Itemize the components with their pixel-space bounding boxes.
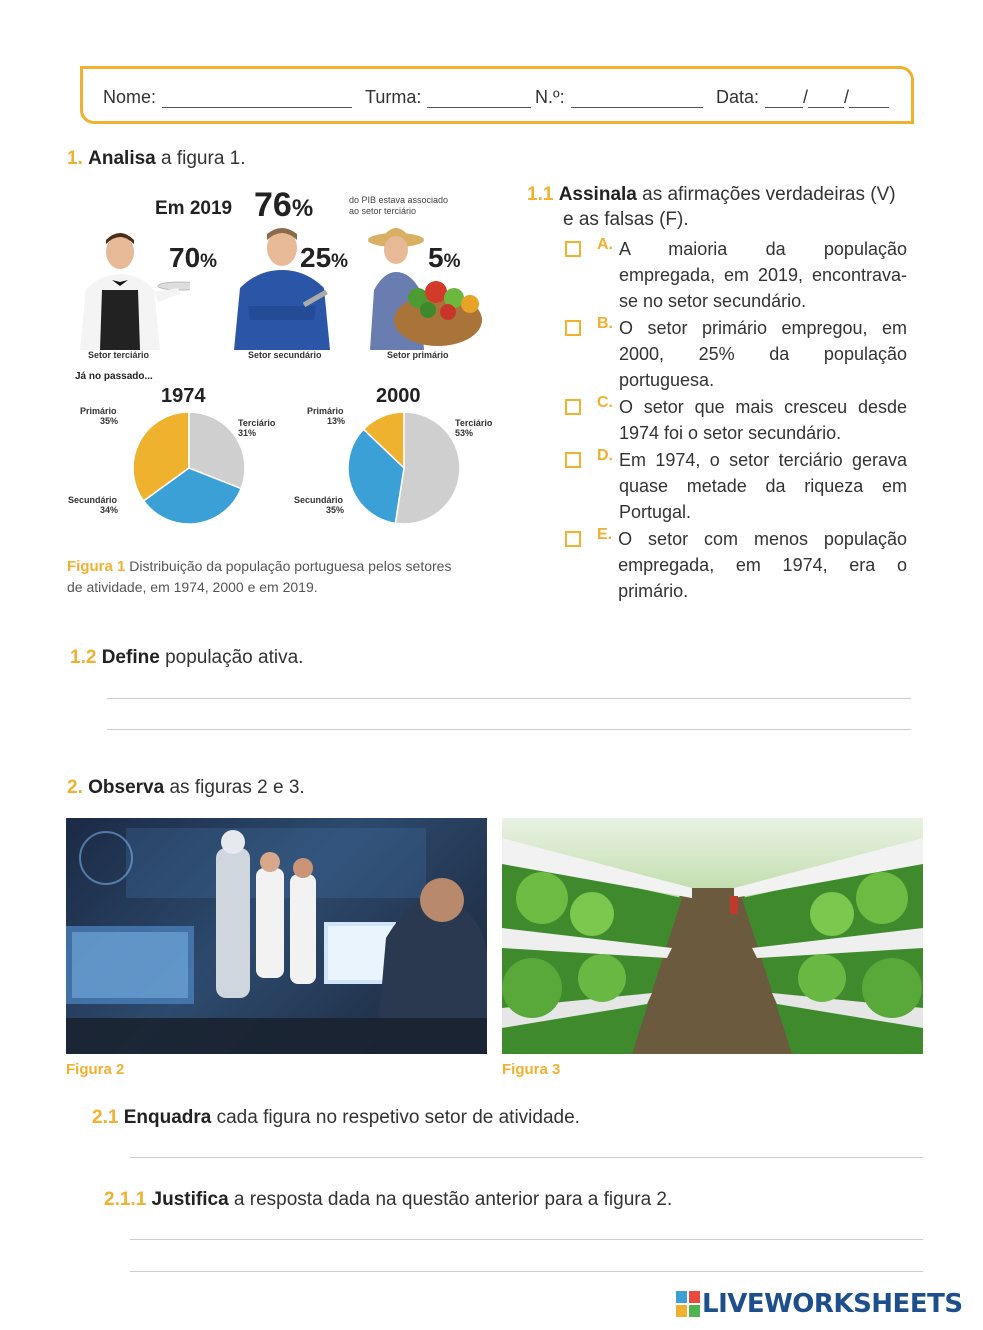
option-e: [565, 526, 907, 604]
student-info-header: [80, 66, 914, 124]
pie-2000-secondary-label: [294, 495, 344, 515]
pie-2000-tertiary-label: [455, 418, 492, 438]
pie-1974-primary-label: [80, 406, 118, 426]
answer-line[interactable]: [107, 729, 911, 730]
answer-line[interactable]: [107, 698, 911, 699]
question-verb: Enquadra: [123, 1107, 212, 1128]
date-separator: /: [803, 87, 809, 107]
pie-2000-primary-label: [307, 406, 345, 426]
question-text: a resposta dada na questão anterior para a figura 2.: [233, 1189, 673, 1210]
secondary-value: 25: [300, 242, 332, 273]
figure-1-caption: [67, 556, 507, 598]
number-field[interactable]: [535, 87, 703, 108]
caption-text: Distribuição da população portuguesa pelos setores: [129, 558, 452, 574]
question-1-1: [527, 182, 907, 232]
category-label: Primário: [80, 406, 117, 416]
question-number: 1.1: [527, 184, 554, 205]
date-year-line: [849, 91, 889, 108]
gdp-note-line: ao setor terciário: [349, 206, 417, 216]
date-separator: /: [844, 87, 850, 107]
pie-1974-secondary-label: [68, 495, 118, 515]
class-line: [427, 91, 531, 108]
gdp-note-line: do PIB estava associado: [349, 195, 449, 205]
category-label: Secundário: [294, 495, 344, 505]
question-verb: Define: [101, 647, 160, 668]
greenhouse-scene-graphic: [502, 818, 923, 1054]
percent-sign: %: [200, 251, 218, 272]
date-label: Data:: [716, 87, 760, 107]
category-label: Primário: [307, 406, 344, 416]
checkbox[interactable]: [565, 399, 581, 415]
pie-chart-2000: [347, 411, 461, 525]
category-label: Secundário: [68, 495, 118, 505]
value-label: 53%: [455, 428, 474, 438]
question-2-1: [92, 1107, 580, 1129]
option-letter: C.: [597, 394, 613, 411]
name-label: Nome:: [103, 87, 157, 107]
option-text: O setor primário empregou, em 2000, 25% da população portuguesa.: [619, 318, 907, 390]
option-letter: E.: [597, 526, 613, 543]
option-text: O setor com menos população empregada, em 1974, era o primário.: [618, 529, 907, 601]
category-label: Terciário: [238, 418, 276, 428]
category-label: Terciário: [455, 418, 493, 428]
question-2-1-1: [104, 1189, 672, 1211]
value-label: 34%: [100, 505, 119, 515]
checkbox[interactable]: [565, 531, 581, 547]
true-false-options: [565, 236, 907, 604]
question-number: 2.: [67, 777, 83, 798]
figure-2-label: Figura 2: [66, 1061, 125, 1078]
number-line: [571, 91, 703, 108]
gdp-percentage: [254, 186, 313, 225]
value-label: 35%: [326, 505, 345, 515]
figure-label: Figura 1: [67, 558, 126, 575]
checkbox[interactable]: [565, 241, 581, 257]
date-day-line: [765, 91, 803, 108]
option-letter: A.: [597, 236, 613, 253]
liveworksheets-logo[interactable]: [676, 1289, 963, 1319]
question-2: [67, 777, 305, 799]
checkbox[interactable]: [565, 452, 581, 468]
answer-line[interactable]: [130, 1239, 923, 1240]
liveworksheets-icon: [676, 1289, 700, 1319]
value-label: 35%: [100, 416, 119, 426]
figure-2-photo: [66, 818, 487, 1054]
question-verb: Justifica: [151, 1189, 229, 1210]
question-number: 2.1.1: [104, 1189, 147, 1210]
primary-percentage: [428, 242, 460, 274]
sector-secondary-label: Setor secundário: [248, 350, 322, 360]
option-letter: B.: [597, 315, 613, 332]
question-text: a figura 1.: [161, 148, 246, 169]
question-verb: Analisa: [88, 148, 156, 169]
question-text: e as falsas (F).: [563, 209, 689, 230]
tertiary-percentage: [169, 242, 217, 274]
pie-2000-title: 2000: [376, 385, 421, 407]
gdp-value: 76: [254, 186, 292, 224]
percent-sign: %: [443, 251, 461, 272]
answer-line[interactable]: [130, 1271, 923, 1272]
question-number: 1.: [67, 148, 83, 169]
option-text: A maioria da população empregada, em 2019, encontrava-se no setor secundário.: [619, 239, 907, 311]
figure-3-photo: [502, 818, 923, 1054]
date-field[interactable]: [716, 87, 889, 108]
pie-chart-1974: [132, 411, 246, 525]
question-text: as figuras 2 e 3.: [169, 777, 305, 798]
year-2019-label: Em 2019: [155, 198, 233, 219]
option-c: [565, 394, 907, 446]
option-b: [565, 315, 907, 393]
question-number: 1.2: [70, 647, 97, 668]
question-1-2: [70, 647, 303, 669]
name-line: [162, 91, 352, 108]
past-label: Já no passado...: [75, 371, 153, 382]
question-verb: Observa: [88, 777, 165, 798]
primary-value: 5: [428, 242, 444, 273]
class-field[interactable]: [365, 87, 531, 108]
pie-1974-title: 1974: [161, 385, 206, 407]
question-1: [67, 148, 246, 170]
tertiary-value: 70: [169, 242, 201, 273]
option-a: [565, 236, 907, 314]
class-label: Turma:: [365, 87, 422, 107]
number-label: N.º:: [535, 87, 565, 107]
value-label: 13%: [327, 416, 346, 426]
lab-scene-graphic: [66, 818, 487, 1054]
value-label: 31%: [238, 428, 257, 438]
question-text: cada figura no respetivo setor de atividade.: [216, 1107, 580, 1128]
percent-sign: %: [291, 195, 314, 222]
gdp-note: [349, 195, 448, 217]
figure-3-label: Figura 3: [502, 1061, 561, 1078]
option-text: O setor que mais cresceu desde 1974 foi o setor secundário.: [619, 397, 907, 443]
option-text: Em 1974, o setor terciário gerava quase metade da riqueza em Portugal.: [619, 450, 907, 522]
checkbox[interactable]: [565, 320, 581, 336]
caption-text: de atividade, em 1974, 2000 e em 2019.: [67, 579, 318, 595]
question-verb: Assinala: [558, 184, 637, 205]
name-field[interactable]: [103, 87, 352, 108]
pie-slice-tercirio: [395, 412, 460, 524]
brand-text: LIVEWORKSHEETS: [702, 1289, 963, 1319]
percent-sign: %: [331, 251, 349, 272]
sector-tertiary-label: Setor terciário: [88, 350, 150, 360]
sector-primary-label: Setor primário: [387, 350, 449, 360]
answer-line[interactable]: [130, 1157, 923, 1158]
question-text: população ativa.: [165, 647, 304, 668]
pie-1974-tertiary-label: [238, 418, 275, 438]
question-text: as afirmações verdadeiras (V): [642, 184, 896, 205]
option-letter: D.: [597, 447, 613, 464]
date-month-line: [808, 91, 844, 108]
secondary-percentage: [300, 242, 348, 274]
farmer-illustration: [366, 220, 496, 350]
option-d: [565, 447, 907, 525]
question-number: 2.1: [92, 1107, 119, 1128]
